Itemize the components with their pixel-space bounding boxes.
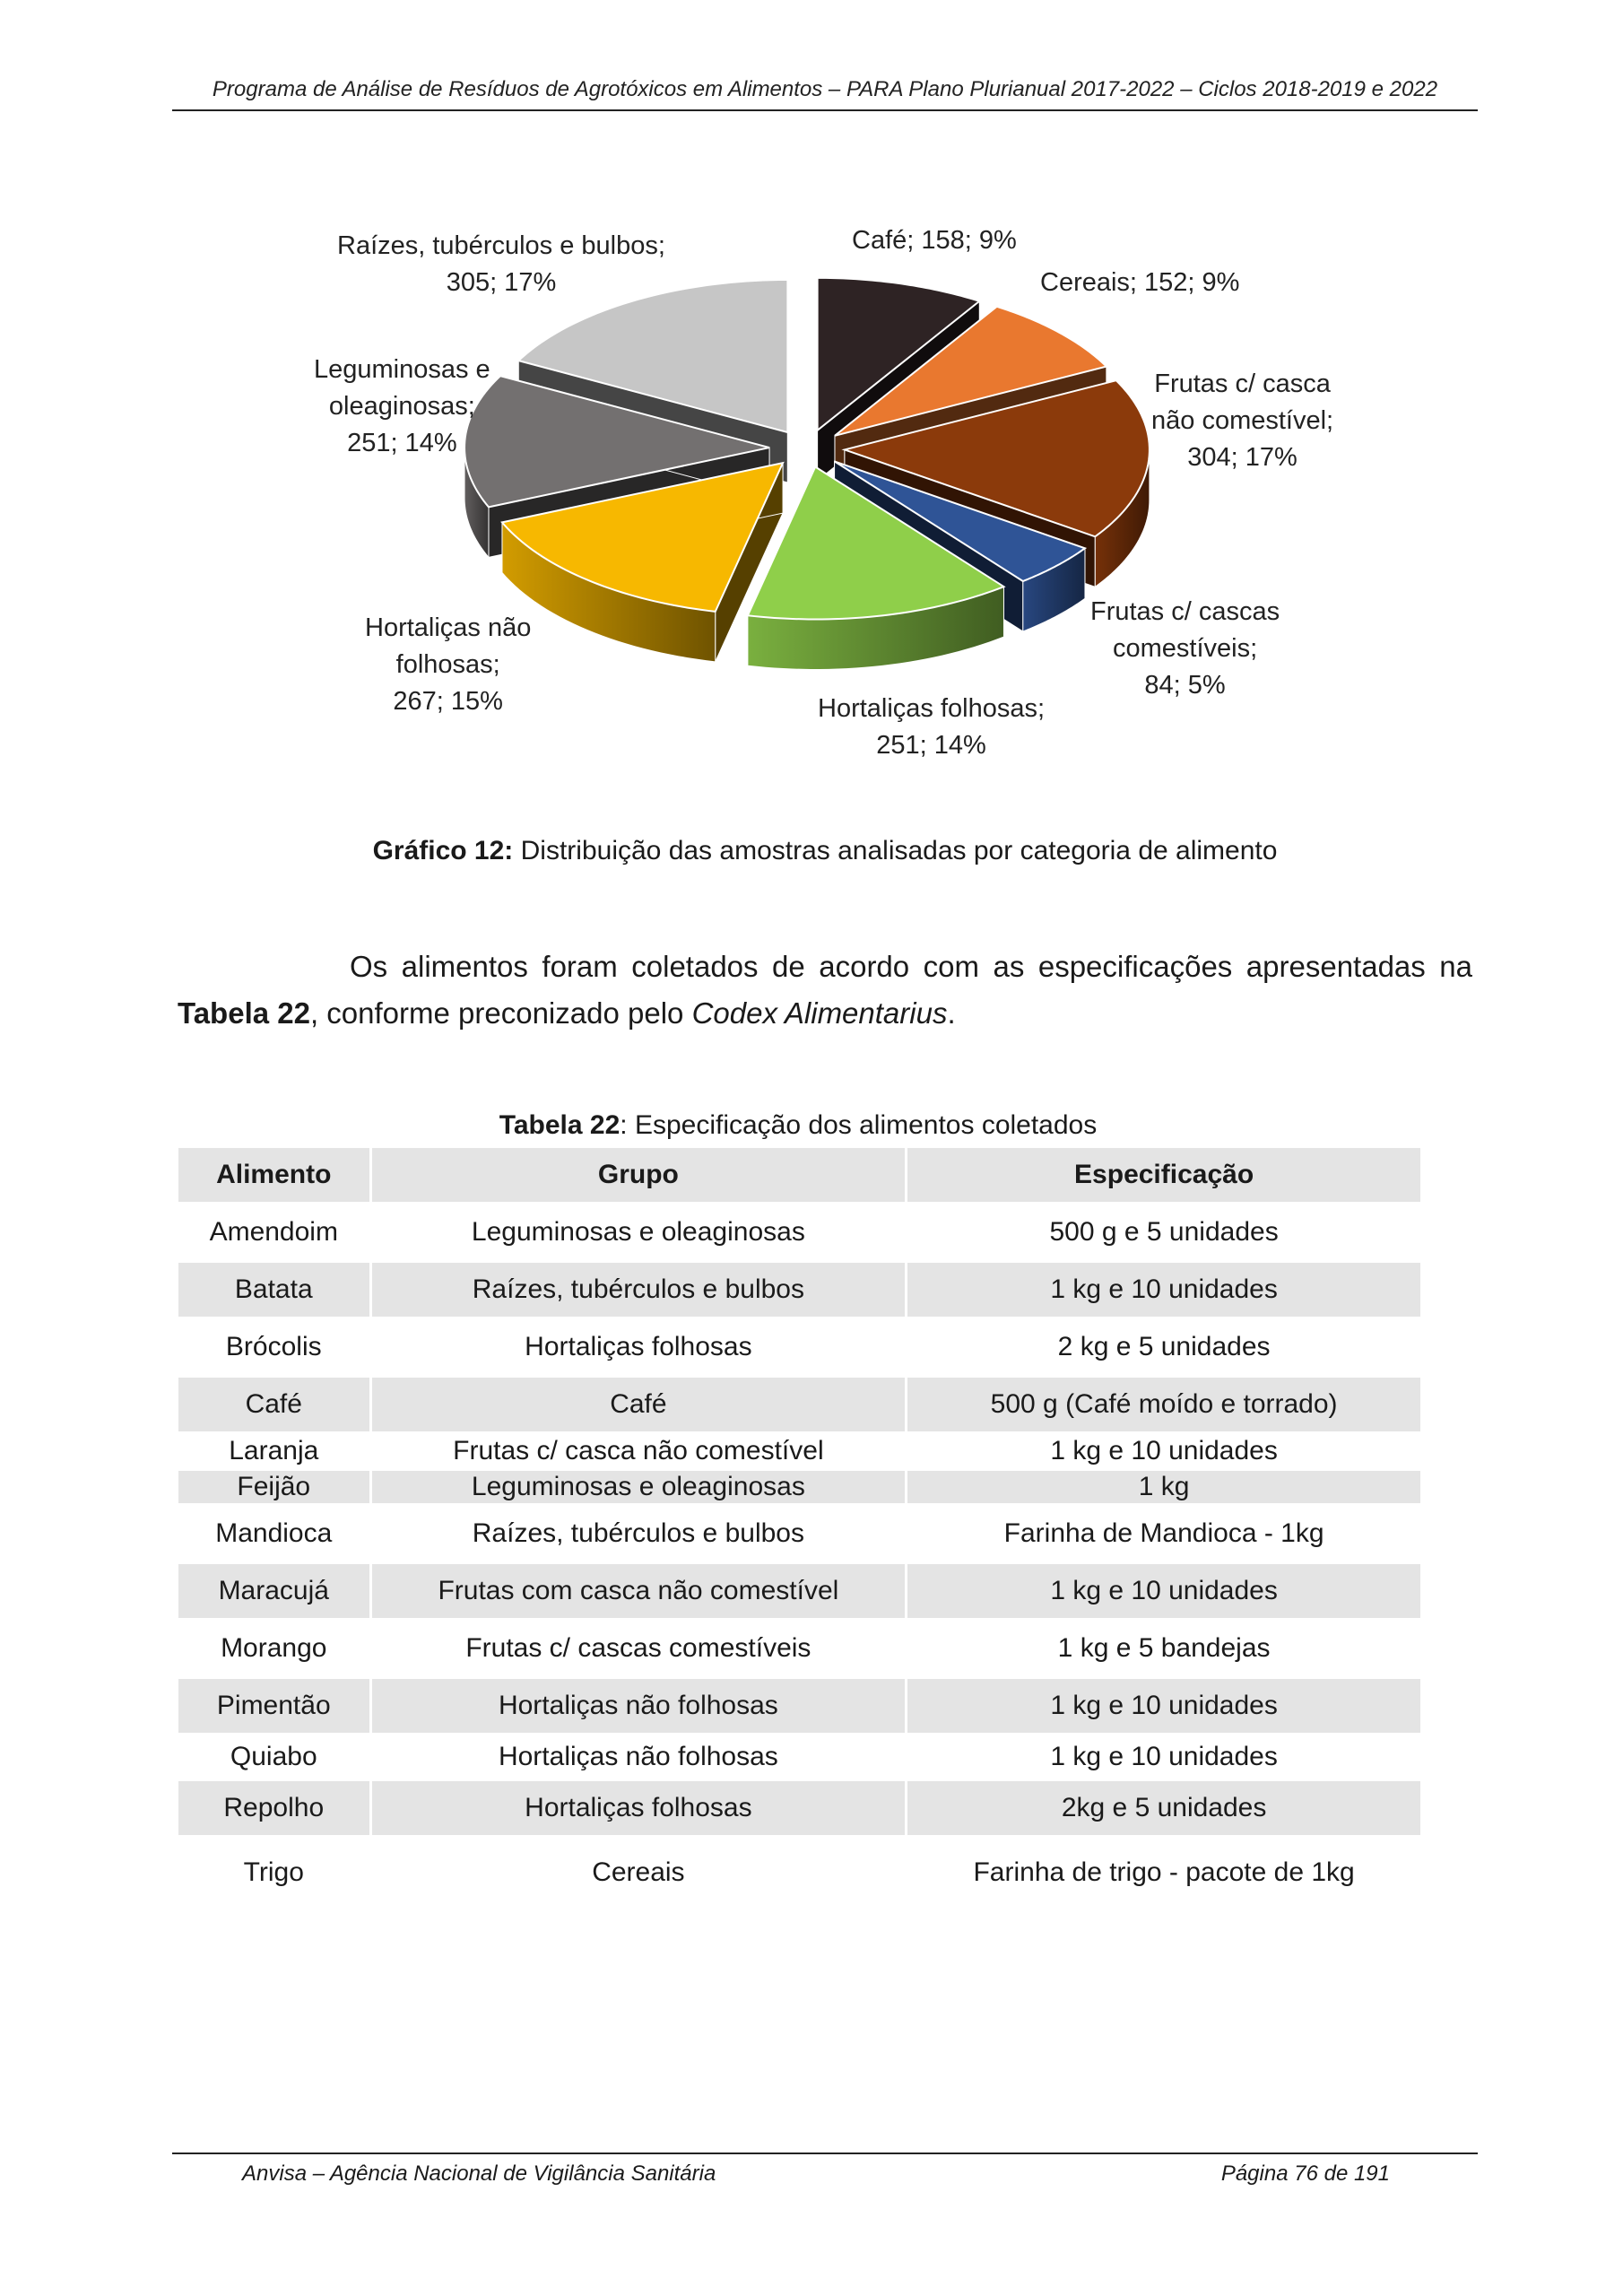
table-row [178, 1564, 1420, 1618]
cell-alimento: Pimentão [178, 1679, 369, 1733]
chart-label-line: 304; 17% [1187, 443, 1298, 472]
specification-table [178, 1148, 1420, 1910]
cell-especificacao: 2 kg e 5 unidades [1057, 1332, 1271, 1361]
cell-especificacao: 500 g e 5 unidades [1049, 1217, 1279, 1247]
chart-label-hortalicas-nao-folhosas [365, 610, 531, 720]
cell-especificacao: 2kg e 5 unidades [907, 1781, 1420, 1835]
cell-grupo: Cereais [592, 1857, 685, 1887]
chart-label-raizes [337, 228, 665, 301]
cell-grupo: Hortaliças folhosas [372, 1781, 906, 1835]
table-row [178, 1622, 1420, 1675]
chart-label-leguminosas [314, 352, 490, 462]
table-row [178, 1378, 1420, 1431]
chart-label-cafe [852, 222, 1017, 259]
chart-label-hortalicas-folhosas [818, 691, 1045, 764]
cell-alimento: Laranja [229, 1436, 319, 1465]
cell-grupo: Hortaliças não folhosas [498, 1742, 778, 1771]
cell-alimento: Feijão [178, 1471, 369, 1503]
cell-grupo: Leguminosas e oleaginosas [471, 1217, 805, 1247]
cell-grupo: Hortaliças não folhosas [372, 1679, 906, 1733]
chart-label-line: 251; 14% [347, 429, 457, 457]
chart-label-line: 84; 5% [1144, 671, 1226, 700]
chart-label-line: oleaginosas; [328, 392, 475, 421]
chart-label-line: comestíveis; [1112, 634, 1258, 663]
cell-grupo: Raízes, tubérculos e bulbos [372, 1263, 906, 1317]
cell-grupo: Frutas com casca não comestível [372, 1564, 906, 1618]
cell-grupo: Frutas c/ casca não comestível [453, 1436, 824, 1465]
cell-especificacao: 1 kg [907, 1471, 1420, 1503]
chart-label-cereais [1040, 265, 1239, 301]
chart-label-line: Leguminosas e [314, 355, 490, 384]
cell-grupo: Leguminosas e oleaginosas [372, 1471, 906, 1503]
chart-label-line: 267; 15% [393, 687, 503, 716]
footer-page-number: Página 76 de 191 [1220, 2161, 1390, 2186]
chart-label-line: Frutas c/ cascas [1090, 597, 1280, 626]
chart-label-line: 305; 17% [446, 268, 557, 297]
page-header: Programa de Análise de Resíduos de Agrotóxicos em Alimentos – PARA Plano Plurianual 2017-2022 – Ciclos 2018-2019 e 2022 [212, 77, 1438, 101]
cell-especificacao: 1 kg e 10 unidades [907, 1564, 1420, 1618]
cell-grupo: Raízes, tubérculos e bulbos [472, 1518, 804, 1548]
table-title: Tabela 22: Especificação dos alimentos coletados [499, 1110, 1098, 1140]
cell-alimento: Quiabo [230, 1742, 317, 1771]
cell-alimento: Maracujá [178, 1564, 369, 1618]
header-alimento: Alimento [178, 1148, 369, 1202]
chart-label-line: Frutas c/ casca [1154, 370, 1331, 398]
chart-label-line: não comestível; [1151, 406, 1334, 435]
cell-especificacao: Farinha de trigo - pacote de 1kg [973, 1857, 1355, 1887]
body-paragraph [178, 944, 1472, 1037]
cell-alimento: Brócolis [225, 1332, 322, 1361]
chart-label-frutas-cascas-comestiveis [1090, 594, 1280, 704]
cell-alimento: Amendoim [209, 1217, 338, 1247]
cell-grupo: Frutas c/ cascas comestíveis [465, 1633, 812, 1663]
chart-label-line: Hortaliças folhosas; [818, 694, 1046, 723]
chart-caption: Gráfico 12: Distribuição das amostras analisadas por categoria de alimento [372, 836, 1278, 865]
cell-especificacao: 500 g (Café moído e torrado) [907, 1378, 1420, 1431]
cell-alimento: Repolho [178, 1781, 369, 1835]
footer-divider [172, 2152, 1478, 2154]
cell-especificacao: 1 kg e 10 unidades [1050, 1742, 1278, 1771]
chart-label-line: Hortaliças não [365, 613, 532, 642]
cell-especificacao: 1 kg e 5 bandejas [1057, 1633, 1271, 1663]
table-row [178, 1781, 1420, 1835]
table-row [178, 1205, 1420, 1259]
chart-label-line: Café; 158; 9% [852, 226, 1017, 255]
table-row [178, 1320, 1420, 1374]
cell-especificacao: 1 kg e 10 unidades [1050, 1436, 1278, 1465]
cell-alimento: Morango [221, 1633, 327, 1663]
cell-alimento: Café [178, 1378, 369, 1431]
cell-alimento: Mandioca [215, 1518, 333, 1548]
table-row [178, 1679, 1420, 1733]
cell-especificacao: Farinha de Mandioca - 1kg [1003, 1518, 1324, 1548]
paragraph-line-2: Tabela 22, conforme preconizado pelo Codex Alimentarius. [178, 996, 956, 1030]
cell-alimento: Trigo [243, 1857, 304, 1887]
paragraph-line-1: Os alimentos foram coletados de acordo com as especificações apresentadas na [350, 950, 1472, 983]
table-header-row [178, 1148, 1420, 1202]
cell-especificacao: 1 kg e 10 unidades [907, 1679, 1420, 1733]
cell-grupo: Hortaliças folhosas [525, 1332, 752, 1361]
chart-label-line: Raízes, tubérculos e bulbos; [337, 231, 665, 260]
table-row [178, 1507, 1420, 1561]
table-row [178, 1263, 1420, 1317]
cell-alimento: Batata [178, 1263, 369, 1317]
chart-label-line: 251; 14% [876, 731, 986, 760]
chart-label-line: folhosas; [395, 650, 500, 679]
footer-organization: Anvisa – Agência Nacional de Vigilância Sanitária [242, 2161, 716, 2186]
table-row [178, 1736, 1420, 1778]
chart-label-line: Cereais; 152; 9% [1040, 268, 1240, 297]
header-especificacao: Especificação [907, 1148, 1420, 1202]
table-row [178, 1471, 1420, 1503]
chart-label-frutas-casca-nao-comestivel [1151, 366, 1333, 476]
header-grupo: Grupo [372, 1148, 906, 1202]
header-divider [172, 109, 1478, 111]
table-row [178, 1435, 1420, 1467]
cell-especificacao: 1 kg e 10 unidades [907, 1263, 1420, 1317]
cell-grupo: Café [372, 1378, 906, 1431]
table-row [178, 1839, 1420, 1907]
